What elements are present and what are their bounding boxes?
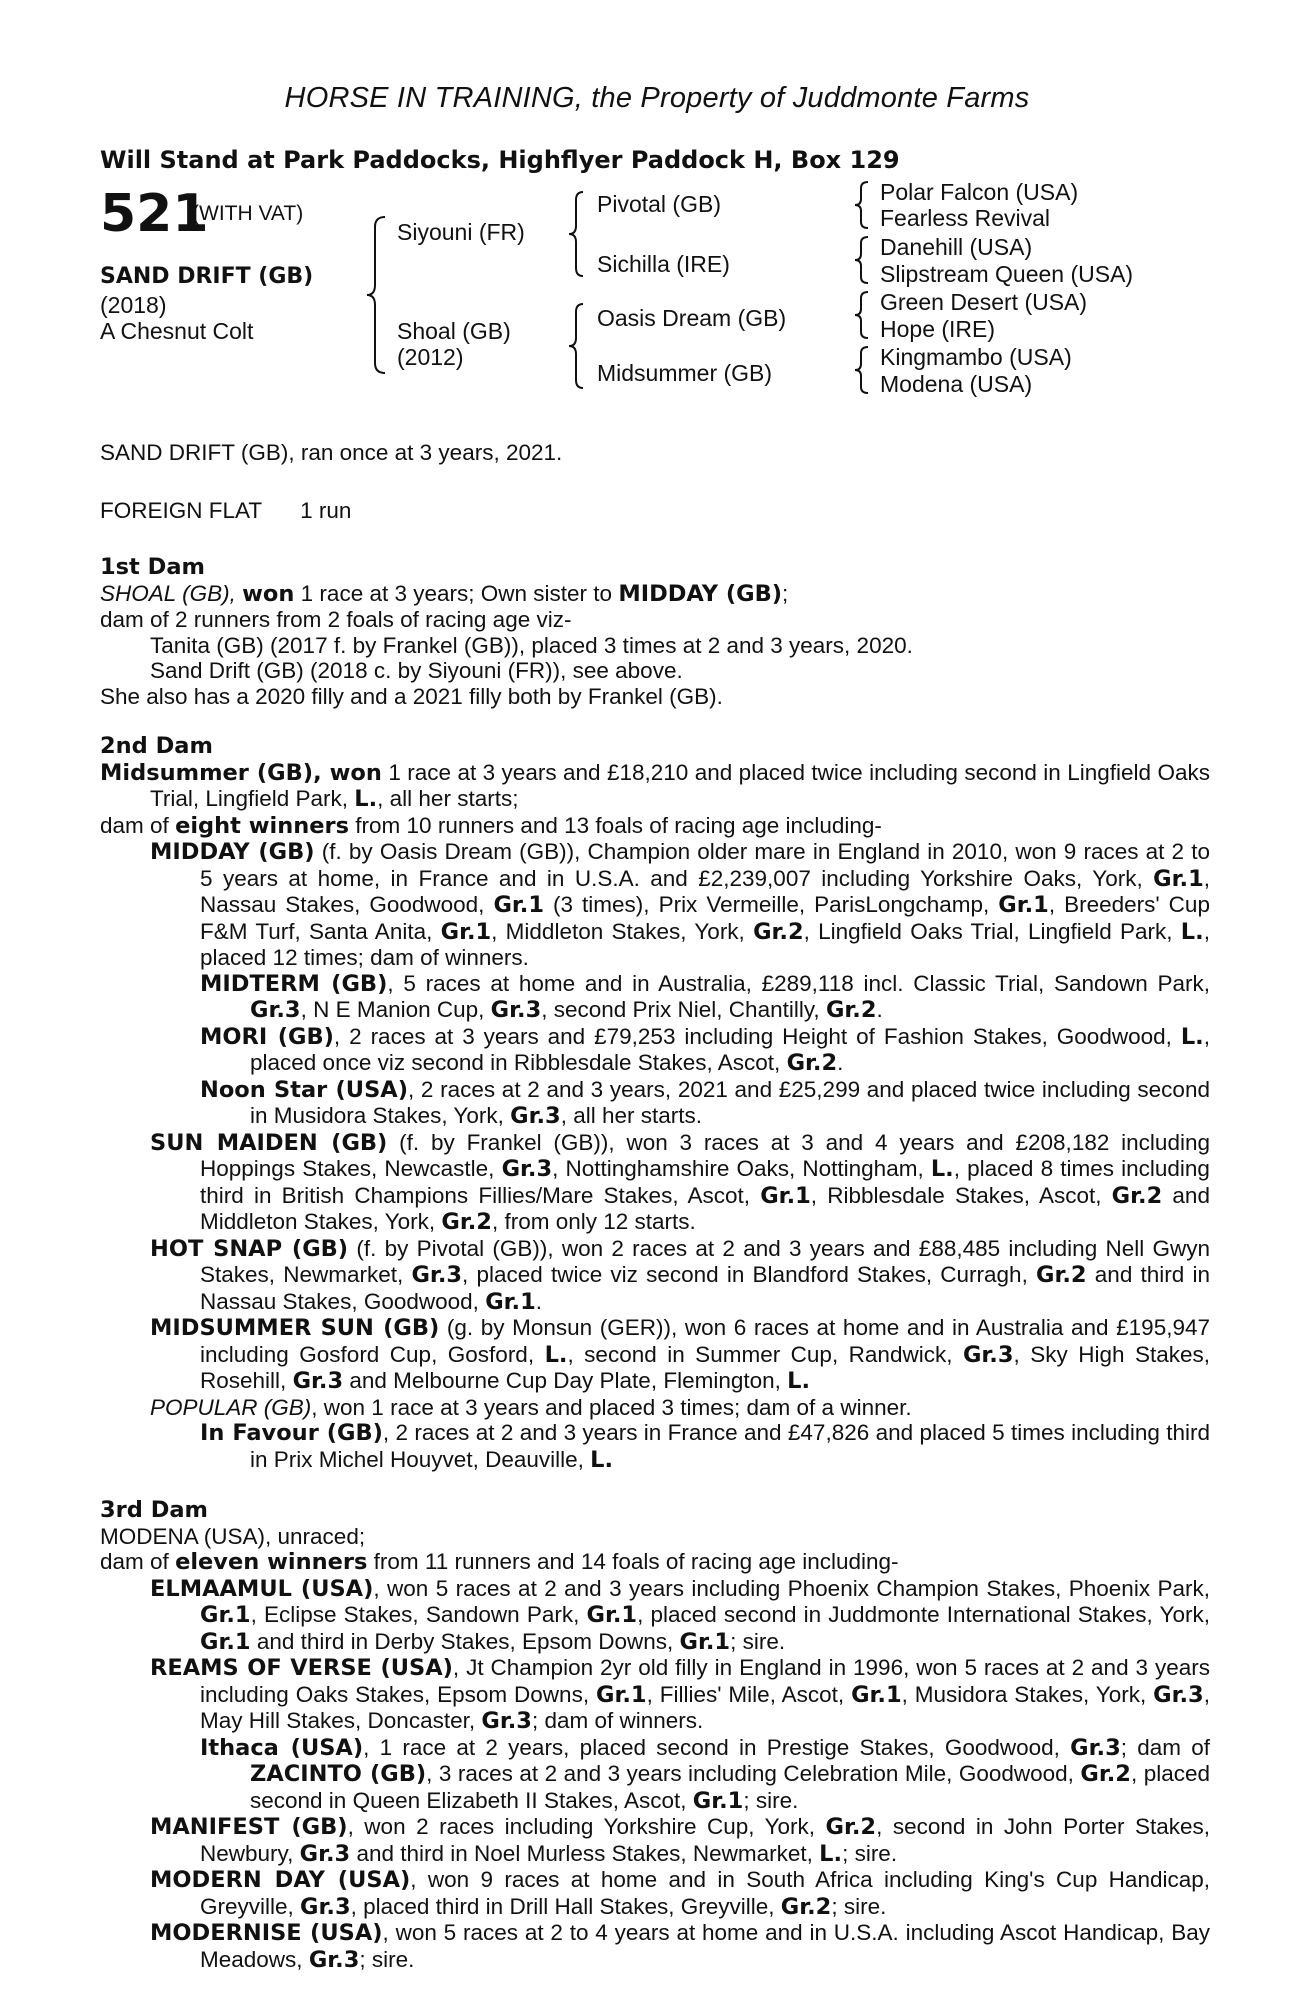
granddam-2: Slipstream Queen (USA) [880,261,1134,287]
pedigree-brace-7 [853,345,871,395]
entry-midsummer-sun: MIDSUMMER SUN (GB) (g. by Monsun (GER)), won 6 races at home and in Australia and £195,947 including Gosford Cup, Gosford, L., second in Summer Cup, Randwick, Gr.3, Sky High Stakes, Rosehill, Gr.3 and Melbourne Cup Day Plate, Flemington, L. [150,1315,1211,1394]
race-summary: SAND DRIFT (GB), ran once at 3 years, 2021. [100,440,563,465]
second-dam-heading: 2nd Dam [100,733,213,759]
produce-sand-drift: Sand Drift (GB) (2018 c. by Siyouni (FR)), see above. [150,658,683,683]
produce-tanita: Tanita (GB) (2017 f. by Frankel (GB)), placed 3 times at 2 and 3 years, 2020. [150,632,913,658]
foreign-flat-label: FOREIGN FLAT [100,497,263,523]
foreign-flat-value: 1 run [300,497,352,523]
lot-number: 521 [100,184,209,244]
sire: Siyouni (FR) [397,219,525,245]
second-dam-line: Midsummer (GB), won 1 race at 3 years and £18,210 and placed twice including second in Lingfield Oaks Trial, Lingfield Park, L., all her starts; [100,759,1210,812]
entry-elmaamul: ELMAAMUL (USA), won 5 races at 2 and 3 years including Phoenix Champion Stakes, Phoenix Park, Gr.1, Eclipse Stakes, Sandown Park, Gr.1, placed second in Juddmonte International Stakes, York, Gr.1 and third in Derby Stakes, Epsom Downs, Gr.1; sire. [150,1575,1210,1655]
entry-sun-maiden: SUN MAIDEN (GB) (f. by Frankel (GB)), won 3 races at 3 and 4 years and £208,182 including Hoppings Stakes, Newcastle, Gr.3, Nottinghamshire Oaks, Nottingham, L., placed 8 times including third in British Champions Fillies/Mare Stakes, Ascot, Gr.1, Ribblesdale Stakes, Ascot, Gr.2 and Middleton Stakes, York, Gr.2, from only 12 starts. [150,1129,1210,1235]
third-dam-heading: 3rd Dam [100,1497,208,1523]
dam-sire: Oasis Dream (GB) [597,305,787,331]
granddam-4: Modena (USA) [880,371,1033,397]
first-dam-produce: dam of 2 runners from 2 foals of racing age viz- [100,607,572,632]
entry-midday: MIDDAY (GB) (f. by Oasis Dream (GB)), Champion older mare in England in 2010, won 9 races at 2 to 5 years at home, in France and in U.S.A. and £2,239,007 including Yorkshire Oaks, York, Gr.1, Nassau Stakes, Goodwood, Gr.1 (3 times), Prix Vermeille, ParisLongchamp, Gr.1, Breeders' Cup F&M Turf, Santa Anita, Gr.1, Middleton Stakes, York, Gr.2, Lingfield Oaks Trial, Lingfield Park, L., placed 12 times; dam of winners. [150,839,1210,970]
sire-sire: Pivotal (GB) [597,191,721,217]
pedigree-brace-6 [853,290,871,340]
stand-location: Will Stand at Park Paddocks, Highflyer Paddock H, Box 129 [100,146,900,174]
entry-popular: POPULAR (GB), won 1 race at 3 years and placed 3 times; dam of a winner. [150,1394,912,1420]
grandsire-1: Polar Falcon (USA) [880,179,1079,205]
dam-dam: Midsummer (GB) [597,360,773,386]
second-dam-produce: dam of eight winners from 10 runners and 13 foals of racing age including- [100,812,882,839]
pedigree-brace-4 [853,180,871,230]
entry-modern-day: MODERN DAY (USA), won 9 races at home and in South Africa including King's Cup Handicap, Greyville, Gr.3, placed third in Drill Hall Stakes, Greyville, Gr.2; sire. [150,1867,1210,1920]
page-title: HORSE IN TRAINING, the Property of Juddmonte Farms [284,82,1030,114]
horse-year: (2018) [100,292,167,318]
horse-name: SAND DRIFT (GB) [100,264,314,289]
first-dam-note: She also has a 2020 filly and a 2021 filly both by Frankel (GB). [100,683,723,709]
sire-dam: Sichilla (IRE) [597,251,730,277]
pedigree-brace-1 [365,215,389,375]
race-record [100,440,1210,1973]
pedigree-brace-3 [567,302,587,390]
dam-year: (2012) [397,344,464,370]
entry-hot-snap: HOT SNAP (GB) (f. by Pivotal (GB)), won 2 races at 2 and 3 years and £88,485 including Nell Gwyn Stakes, Newmarket, Gr.3, placed twice viz second in Blandford Stakes, Curragh, Gr.2 and third in Nassau Stakes, Goodwood, Gr.1. [150,1235,1210,1315]
foreign-flat [100,498,1210,524]
pedigree-brace-2 [567,190,587,278]
vat-note: (WITH VAT) [192,202,304,225]
third-dam-line: MODENA (USA), unraced; [100,1523,366,1549]
entry-mori: MORI (GB), 2 races at 3 years and £79,253 including Height of Fashion Stakes, Goodwood, L., placed once viz second in Ribblesdale Stakes, Ascot, Gr.2. [200,1023,1210,1076]
granddam-1: Fearless Revival [880,205,1050,231]
granddam-3: Hope (IRE) [880,316,996,342]
third-dam-produce: dam of eleven winners from 11 runners and 14 foals of racing age including- [100,1549,899,1575]
pedigree-brace-5 [853,235,871,285]
grandsire-4: Kingmambo (USA) [880,344,1072,370]
entry-reams-of-verse: REAMS OF VERSE (USA), Jt Champion 2yr old filly in England in 1996, won 5 races at 2 and 3 years including Oaks Stakes, Epsom Downs, Gr.1, Fillies' Mile, Ascot, Gr.1, Musidora Stakes, York, Gr.3, May Hill Stakes, Doncaster, Gr.3; dam of winners. [150,1655,1210,1734]
entry-noon-star: Noon Star (USA), 2 races at 2 and 3 years, 2021 and £25,299 and placed twice including second in Musidora Stakes, York, Gr.3, all her starts. [200,1076,1210,1129]
entry-in-favour: In Favour (GB), 2 races at 2 and 3 years in France and £47,826 and placed 5 times including third in Prix Michel Houyvet, Deauville, L. [200,1420,1210,1473]
dam: Shoal (GB) [397,318,511,344]
first-dam-line: SHOAL (GB), won 1 race at 3 years; Own sister to MIDDAY (GB); [100,580,789,607]
entry-manifest: MANIFEST (GB), won 2 races including Yorkshire Cup, York, Gr.2, second in John Porter Stakes, Newbury, Gr.3 and third in Noel Murless Stakes, Newmarket, L.; sire. [150,1814,1210,1867]
horse-description: A Chesnut Colt [100,318,254,344]
first-dam-heading: 1st Dam [100,554,205,580]
grandsire-2: Danehill (USA) [880,234,1033,260]
grandsire-3: Green Desert (USA) [880,289,1088,315]
entry-ithaca: Ithaca (USA), 1 race at 2 years, placed second in Prestige Stakes, Goodwood, Gr.3; dam of ZACINTO (GB), 3 races at 2 and 3 years including Celebration Mile, Goodwood, Gr.2, placed second in Queen Elizabeth II Stakes, Ascot, Gr.1; sire. [200,1734,1211,1814]
entry-midterm: MIDTERM (GB), 5 races at home and in Australia, £289,118 incl. Classic Trial, Sandown Park, Gr.3, N E Manion Cup, Gr.3, second Prix Niel, Chantilly, Gr.2. [200,970,1211,1023]
entry-modernise: MODERNISE (USA), won 5 races at 2 to 4 years at home and in U.S.A. including Ascot Handicap, Bay Meadows, Gr.3; sire. [150,1920,1210,1973]
